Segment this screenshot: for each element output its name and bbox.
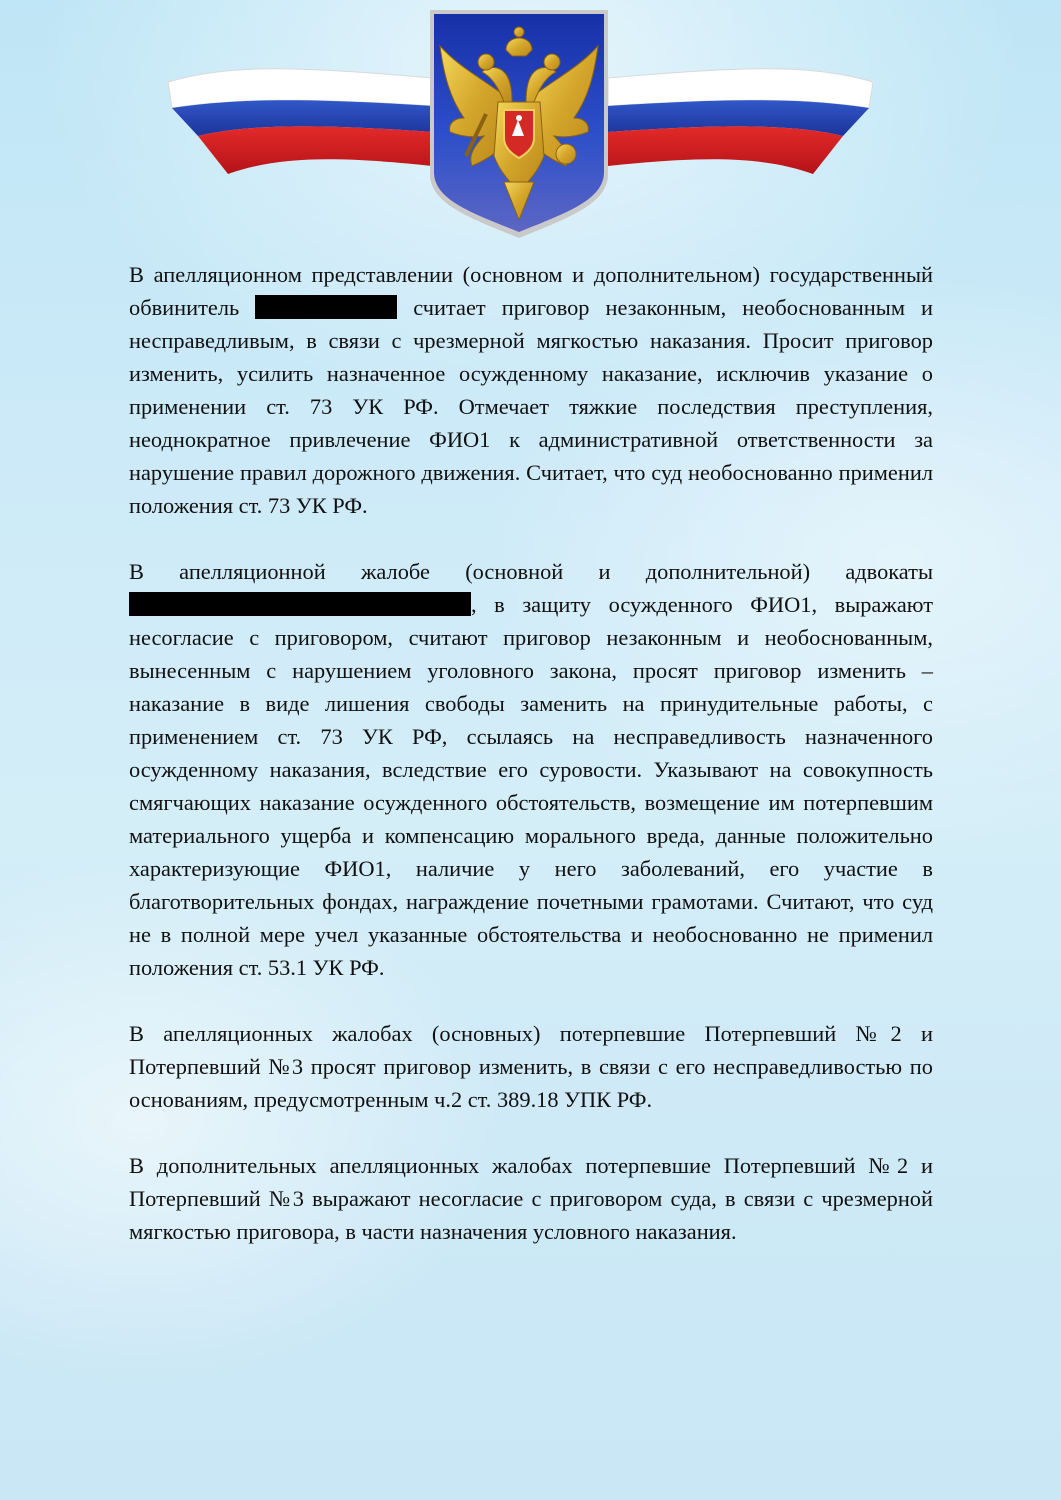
russian-coat-of-arms-icon — [168, 6, 873, 241]
paragraph-1 — [129, 258, 933, 522]
document-body — [129, 258, 933, 1281]
redacted-names — [129, 592, 471, 616]
header-emblem — [168, 6, 873, 241]
paragraph-2-start: В апелляционной жалобе (основной и дополнительной) адвокаты — [129, 559, 933, 584]
paragraph-4: В дополнительных апелляционных жалобах потерпевшие Потерпевший №2 и Потерпевший №3 выражают несогласие с приговором суда, в связи с чрезмерной мягкостью приговора, в части назначения условного наказания. — [129, 1153, 933, 1244]
paragraph-2 — [129, 555, 933, 984]
chest-shield — [504, 110, 534, 158]
redacted-name — [255, 295, 397, 319]
paragraph-2-end: , в защиту осужденного ФИО1, выражают несогласие с приговором, считают приговор незаконным и необоснованным, вынесенным с нарушением уголовного закона, просят приговор изменить – наказание в виде лишения свободы заменить на принудительные работы, с применением ст. 73 УК РФ, ссылаясь на несправедливость назначенного осужденному наказания, вследствие его суровости. Указывают на совокупность смягчающих наказание осужденного обстоятельств, возмещение им потерпевшим материального ущерба и компенсацию морального вреда, данные положительно характеризующие ФИО1, наличие у него заболеваний, его участие в благотворительных фондах, награждение почетными грамотами. Считают, что суд не в полной мере учел указанные обстоятельства и необоснованно не применил положения ст. 53.1 УК РФ. — [129, 592, 933, 980]
paragraph-1-start: В апелляционном представлении (основном и дополнительном) государственный обвинитель — [129, 262, 933, 320]
flag-ribbon-right — [608, 69, 873, 174]
flag-ribbon-left — [168, 69, 433, 174]
paragraph-1-end: считает приговор незаконным, необоснованным и несправедливым, в связи с чрезмерной мягкостью наказания. Просит приговор изменить, усилить назначенное осужденному наказание, исключив указание о применении ст. 73 УК РФ. Отмечает тяжкие последствия преступления, неоднократное привлечение ФИО1 к административной ответственности за нарушение правил дорожного движения. Считает, что суд необоснованно применил положения ст. 73 УК РФ. — [129, 295, 933, 518]
paragraph-3: В апелляционных жалобах (основных) потерпевшие Потерпевший №2 и Потерпевший №3 просят приговор изменить, в связи с его несправедливостью по основаниям, предусмотренным ч.2 ст. 389.18 УПК РФ. — [129, 1021, 933, 1112]
